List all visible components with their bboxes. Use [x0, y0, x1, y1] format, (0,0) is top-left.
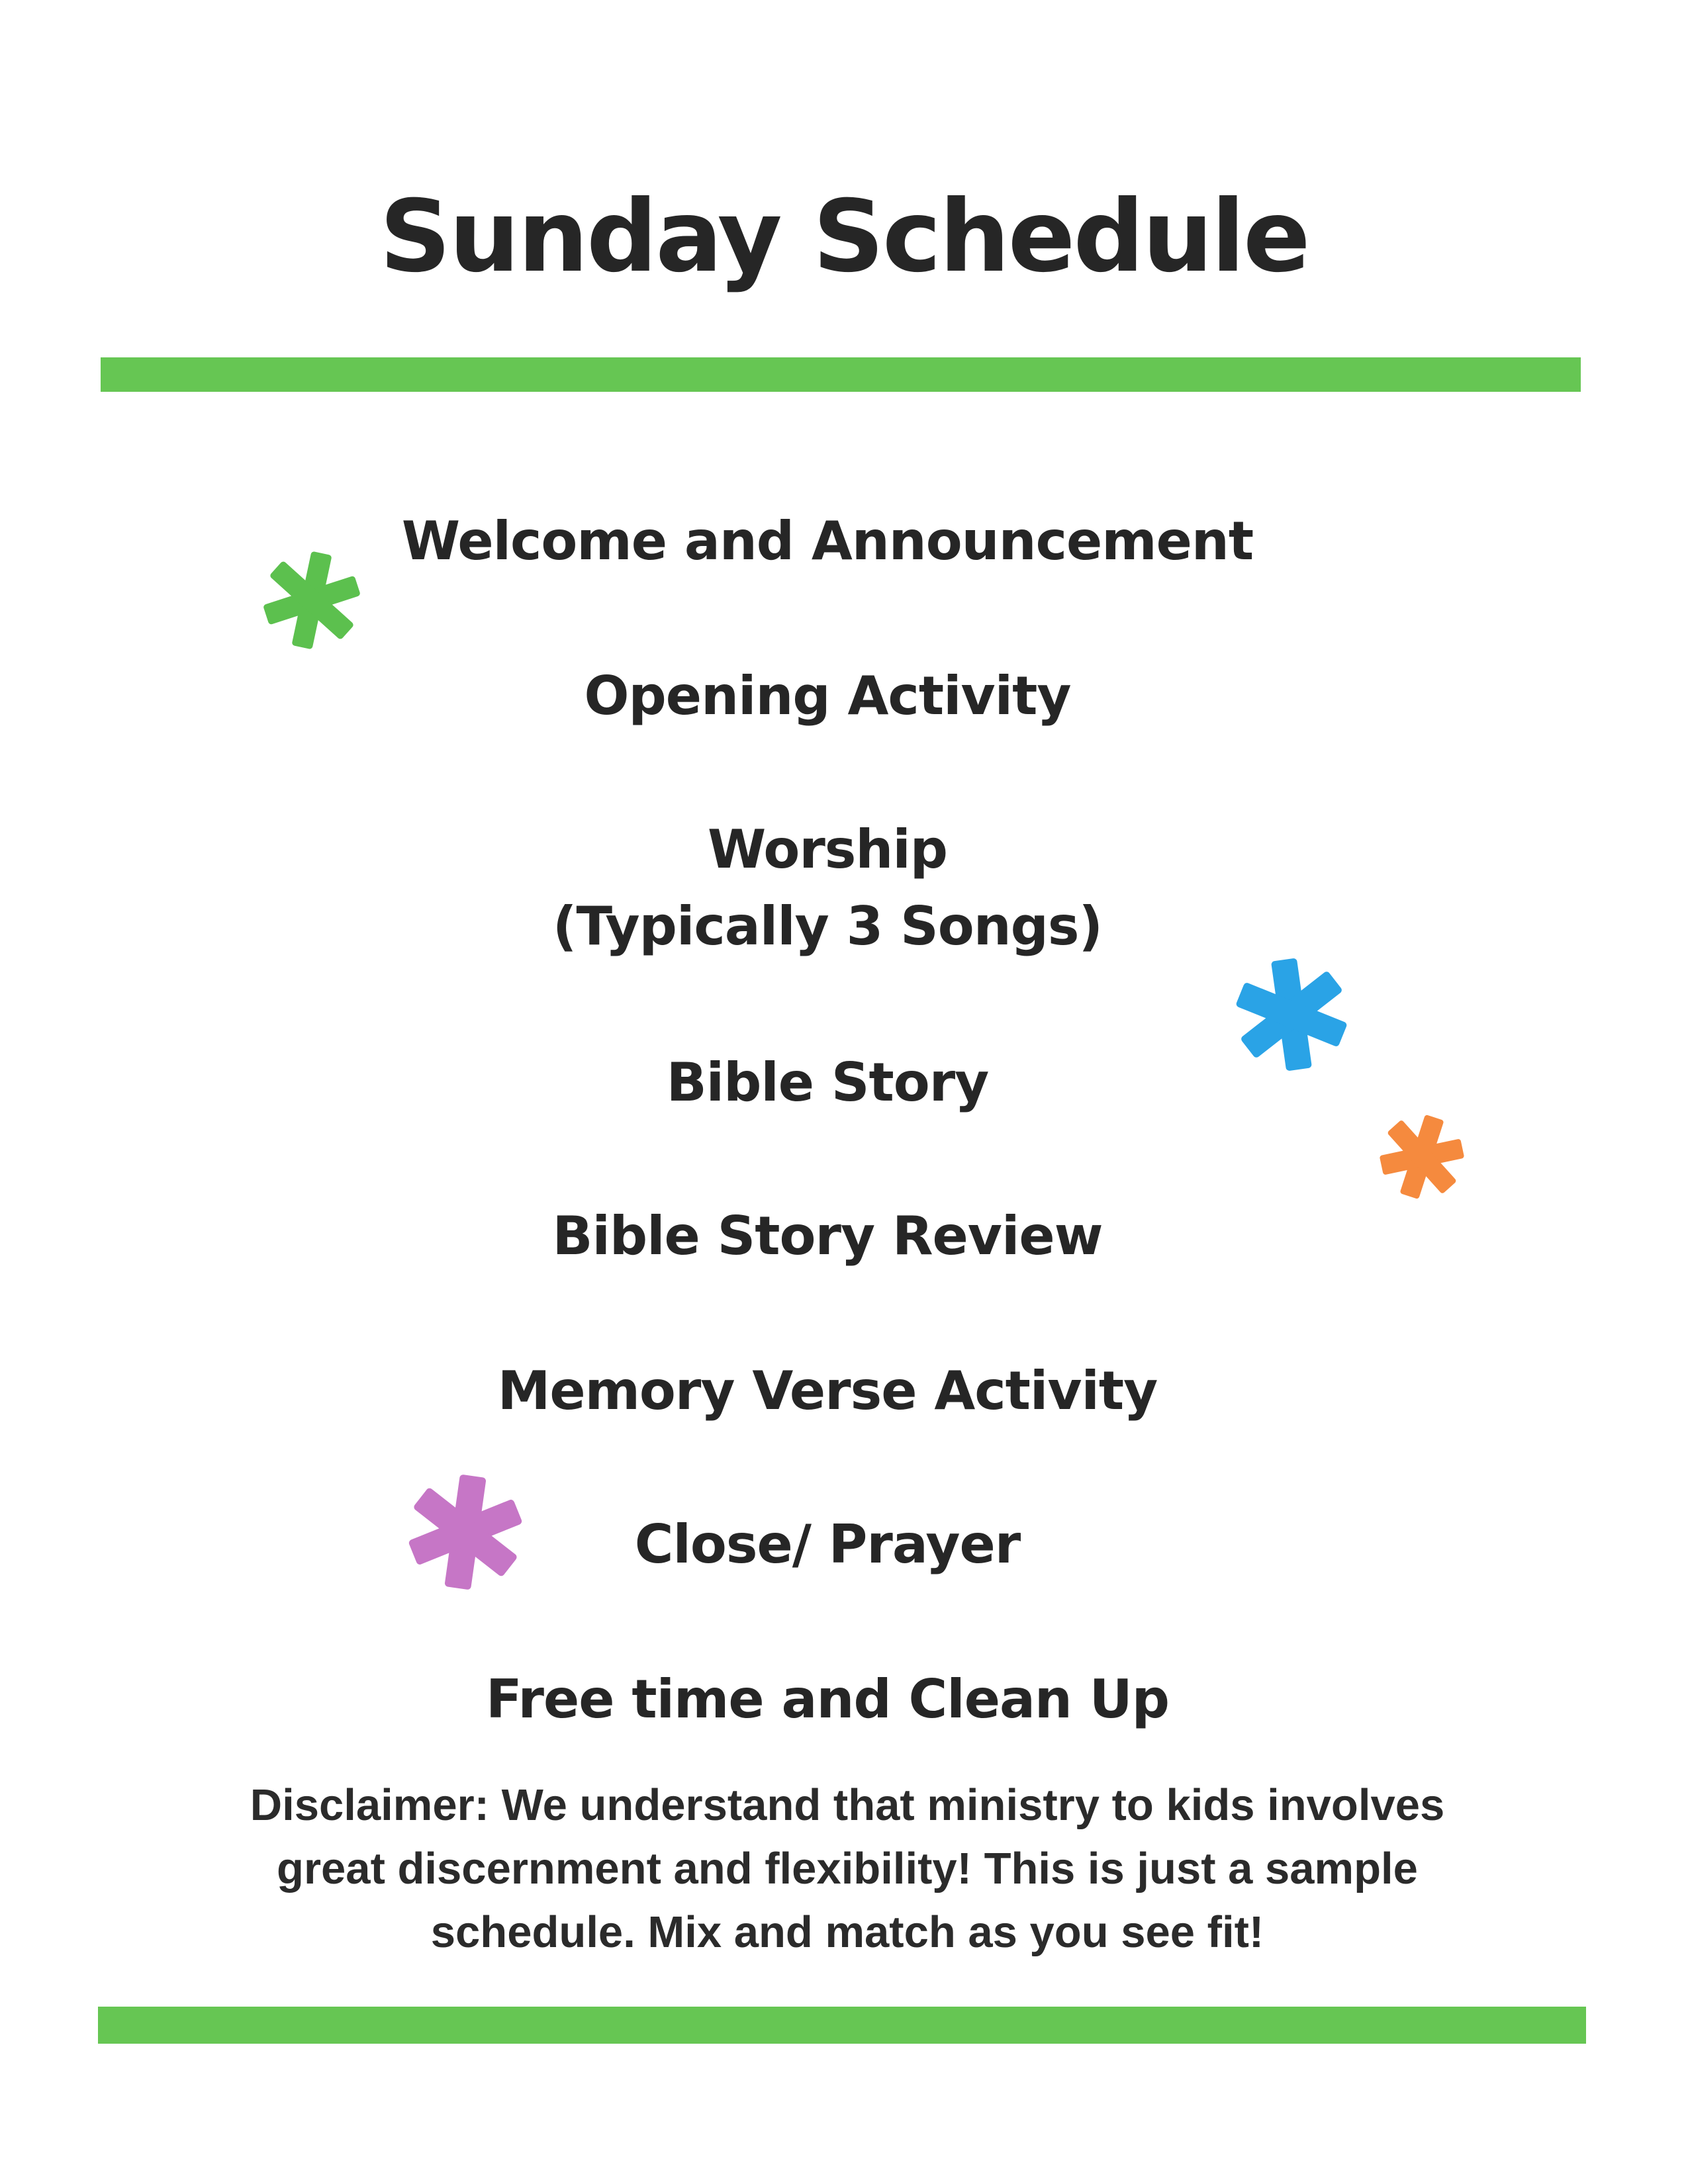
schedule-item-label: Bible Story: [666, 1052, 989, 1113]
schedule-item-label: Close/ Prayer: [634, 1514, 1021, 1575]
bottom-divider: [98, 2007, 1586, 2044]
schedule-item-label: Worship: [707, 819, 948, 880]
disclaimer-text: Disclaimer: We understand that ministry to kids involves great discernment and flexibility! This is just a sample schedule. Mix and match as you see fit!: [250, 1780, 1445, 1957]
schedule-item-close-prayer: [0, 1506, 1655, 1583]
schedule-item-bible-story: [0, 1044, 1655, 1121]
schedule-item-note: (Typically 3 Songs): [552, 895, 1103, 957]
schedule-item-welcome: [0, 503, 1655, 580]
schedule-item-free-time: [0, 1661, 1655, 1738]
schedule-item-label: Welcome and Announcement: [401, 510, 1254, 572]
green-asterisk-icon: [259, 548, 364, 653]
schedule-item-label: Bible Story Review: [552, 1205, 1103, 1267]
schedule-item-memory-verse: [0, 1353, 1655, 1430]
schedule-item-worship: [0, 811, 1655, 965]
schedule-item-opening-activity: [0, 658, 1655, 735]
schedule-item-bible-story-review: [0, 1198, 1655, 1275]
asterisk-shape: [259, 548, 364, 653]
asterisk-shape: [1233, 956, 1350, 1073]
orange-asterisk-icon: [1377, 1112, 1467, 1202]
schedule-item-label: Free time and Clean Up: [486, 1668, 1169, 1730]
schedule-item-label: Memory Verse Activity: [497, 1360, 1158, 1422]
purple-asterisk-icon: [405, 1472, 526, 1592]
asterisk-shape: [1377, 1112, 1467, 1202]
page-title: Sunday Schedule: [379, 179, 1309, 295]
blue-asterisk-icon: [1233, 956, 1350, 1073]
asterisk-shape: [405, 1472, 526, 1592]
schedule-item-label: Opening Activity: [584, 665, 1071, 727]
